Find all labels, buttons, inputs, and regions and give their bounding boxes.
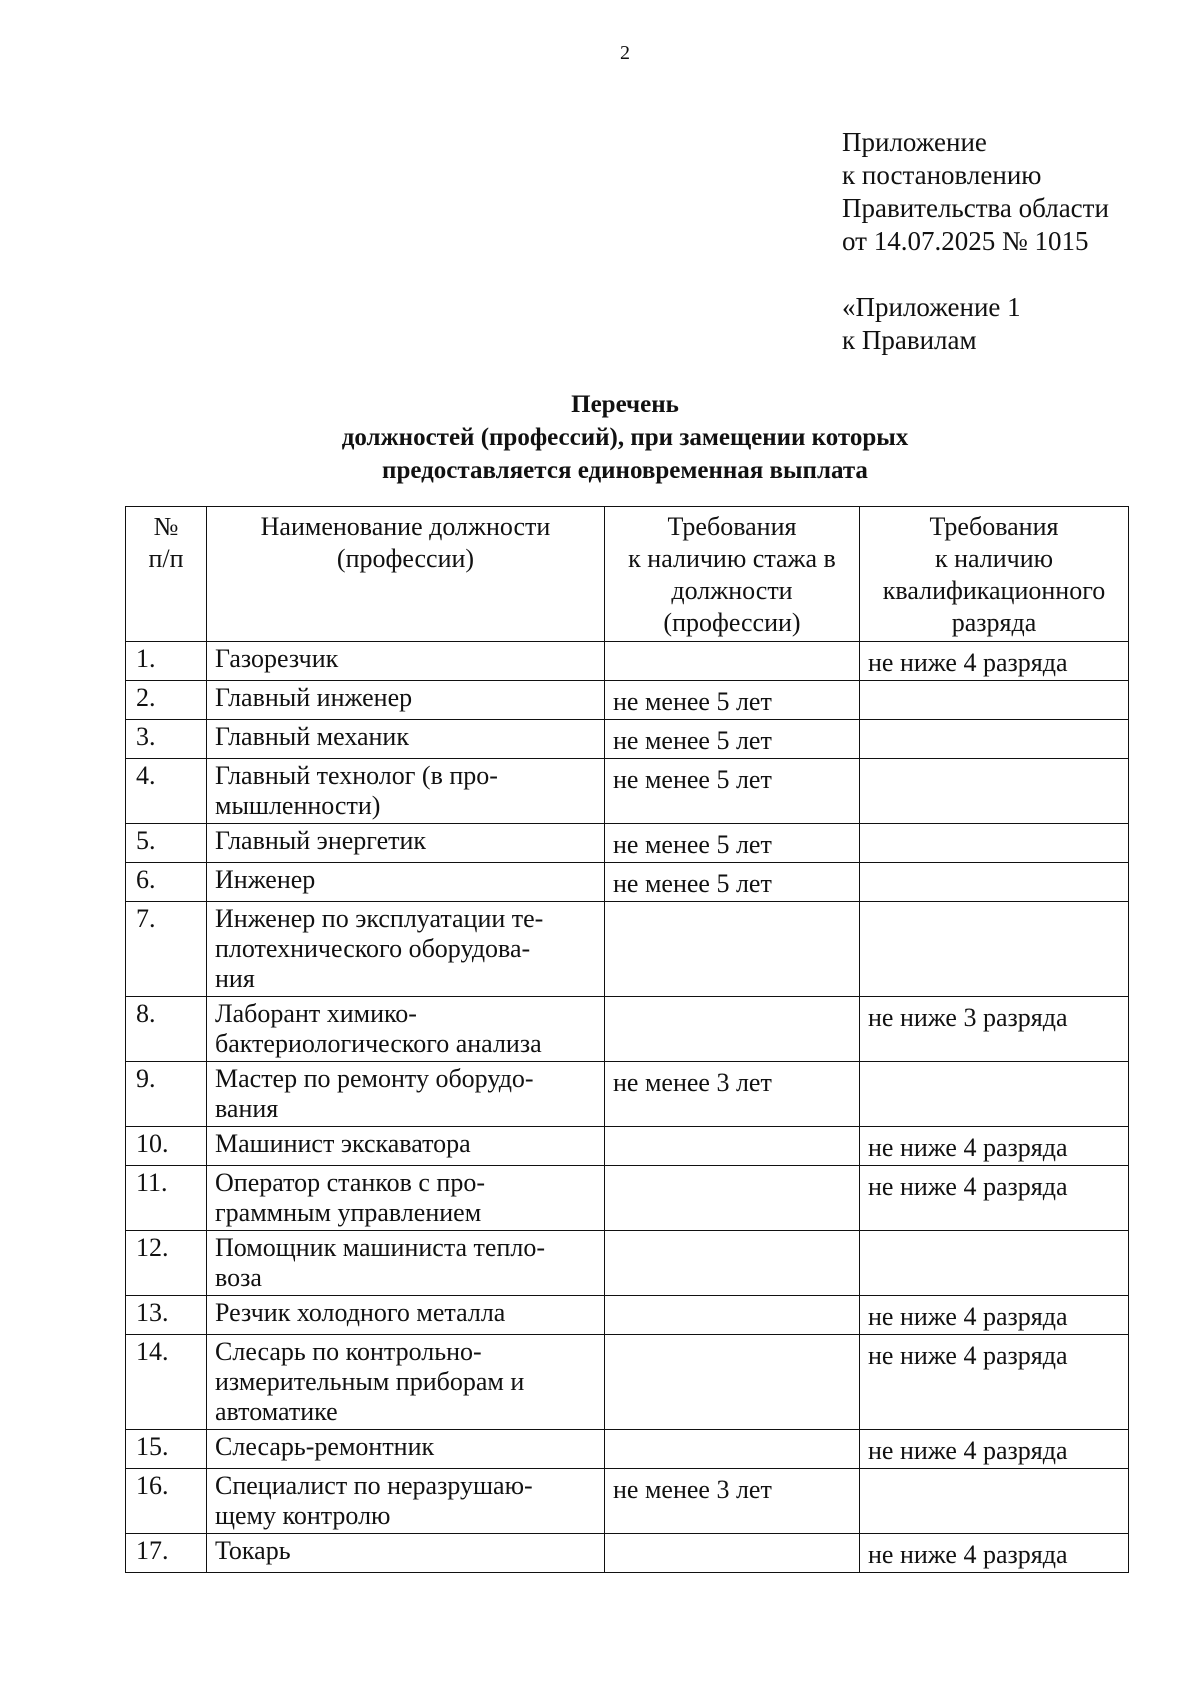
cell-text: 16. xyxy=(136,1471,169,1500)
profession-name-cell xyxy=(207,720,605,759)
row-number-cell xyxy=(126,1231,207,1296)
profession-name-cell xyxy=(207,1430,605,1469)
cell-text: 12. xyxy=(136,1233,169,1262)
profession-name-cell xyxy=(207,824,605,863)
experience-requirement-cell xyxy=(605,1231,860,1296)
table-row xyxy=(126,1062,1129,1127)
cell-text: не ниже 4 разряда xyxy=(868,1341,1068,1370)
profession-name-cell xyxy=(207,1127,605,1166)
table-row xyxy=(126,1335,1129,1430)
appendix-sub-line: к Правилам xyxy=(842,325,977,355)
header-text: Требования xyxy=(667,512,797,541)
table-row xyxy=(126,1430,1129,1469)
experience-requirement-cell xyxy=(605,1534,860,1573)
cell-text: 3. xyxy=(136,722,156,751)
header-text: квалификационного xyxy=(882,576,1106,605)
cell-text: Оператор станков с про- xyxy=(215,1168,485,1197)
cell-text: Инженер xyxy=(215,865,316,894)
header-number xyxy=(126,507,207,642)
cell-text: не ниже 4 разряда xyxy=(868,1133,1068,1162)
qualification-requirement-cell xyxy=(860,720,1129,759)
cell-text: не ниже 4 разряда xyxy=(868,1172,1068,1201)
appendix-line: Правительства области xyxy=(842,193,1109,223)
profession-name-cell xyxy=(207,1335,605,1430)
experience-requirement-cell xyxy=(605,1430,860,1469)
experience-requirement-cell xyxy=(605,824,860,863)
experience-requirement-cell xyxy=(605,720,860,759)
table-row xyxy=(126,759,1129,824)
header-text: п/п xyxy=(148,544,184,573)
cell-text: 11. xyxy=(136,1168,168,1197)
qualification-requirement-cell xyxy=(860,1296,1129,1335)
cell-text: 5. xyxy=(136,826,156,855)
qualification-requirement-cell xyxy=(860,681,1129,720)
cell-text: 4. xyxy=(136,761,156,790)
cell-text: Слесарь-ремонтник xyxy=(215,1432,435,1461)
cell-text: не менее 5 лет xyxy=(613,765,772,794)
cell-text: 10. xyxy=(136,1129,169,1158)
profession-name-cell xyxy=(207,902,605,997)
profession-name-cell xyxy=(207,1469,605,1534)
cell-text: не ниже 4 разряда xyxy=(868,1302,1068,1331)
table-row xyxy=(126,1231,1129,1296)
cell-text: Резчик холодного металла xyxy=(215,1298,506,1327)
cell-text: не менее 5 лет xyxy=(613,687,772,716)
cell-text: не ниже 4 разряда xyxy=(868,1540,1068,1569)
experience-requirement-cell xyxy=(605,1335,860,1430)
cell-text: не менее 5 лет xyxy=(613,830,772,859)
cell-text: вания xyxy=(215,1094,279,1123)
qualification-requirement-cell xyxy=(860,1166,1129,1231)
cell-text: не менее 5 лет xyxy=(613,869,772,898)
header-qualification xyxy=(860,507,1129,642)
cell-text: Главный технолог (в про- xyxy=(215,761,498,790)
table-row xyxy=(126,1127,1129,1166)
professions-table xyxy=(125,506,1129,1573)
table-row xyxy=(126,863,1129,902)
row-number-cell xyxy=(126,1166,207,1231)
cell-text: 17. xyxy=(136,1536,169,1565)
row-number-cell xyxy=(126,642,207,681)
cell-text: Главный механик xyxy=(215,722,409,751)
cell-text: Мастер по ремонту оборудо- xyxy=(215,1064,534,1093)
header-name xyxy=(207,507,605,642)
qualification-requirement-cell xyxy=(860,824,1129,863)
header-text: № xyxy=(153,512,179,541)
cell-text: Машинист экскаватора xyxy=(215,1129,471,1158)
cell-text: 1. xyxy=(136,644,156,673)
experience-requirement-cell xyxy=(605,1062,860,1127)
table-row xyxy=(126,1166,1129,1231)
cell-text: 8. xyxy=(136,999,156,1028)
profession-name-cell xyxy=(207,642,605,681)
qualification-requirement-cell xyxy=(860,1335,1129,1430)
cell-text: Токарь xyxy=(215,1536,291,1565)
cell-text: 13. xyxy=(136,1298,169,1327)
profession-name-cell xyxy=(207,1062,605,1127)
qualification-requirement-cell xyxy=(860,1127,1129,1166)
appendix-line: к постановлению xyxy=(842,160,1042,190)
cell-text: 7. xyxy=(136,904,156,933)
qualification-requirement-cell xyxy=(860,759,1129,824)
cell-text: Специалист по неразрушаю- xyxy=(215,1471,533,1500)
profession-name-cell xyxy=(207,863,605,902)
header-text: к наличию xyxy=(934,544,1054,573)
appendix-gap xyxy=(842,258,1109,291)
cell-text: Газорезчик xyxy=(215,644,339,673)
cell-text: Главный инженер xyxy=(215,683,413,712)
profession-name-cell xyxy=(207,1296,605,1335)
cell-text: плотехнического оборудова- xyxy=(215,934,531,963)
qualification-requirement-cell xyxy=(860,997,1129,1062)
cell-text: не ниже 3 разряда xyxy=(868,1003,1068,1032)
header-text: Требования xyxy=(929,512,1059,541)
experience-requirement-cell xyxy=(605,1127,860,1166)
header-text: должности xyxy=(671,576,793,605)
cell-text: 15. xyxy=(136,1432,169,1461)
profession-name-cell xyxy=(207,1166,605,1231)
cell-text: Помощник машиниста тепло- xyxy=(215,1233,546,1262)
cell-text: не ниже 4 разряда xyxy=(868,1436,1068,1465)
header-text: (профессии) xyxy=(663,608,801,637)
profession-name-cell xyxy=(207,1534,605,1573)
table-row xyxy=(126,902,1129,997)
row-number-cell xyxy=(126,1430,207,1469)
row-number-cell xyxy=(126,824,207,863)
appendix-header xyxy=(842,126,1109,357)
table-row xyxy=(126,642,1129,681)
qualification-requirement-cell xyxy=(860,863,1129,902)
row-number-cell xyxy=(126,1469,207,1534)
cell-text: граммным управлением xyxy=(215,1198,482,1227)
table-row xyxy=(126,997,1129,1062)
cell-text: Слесарь по контрольно- xyxy=(215,1337,482,1366)
table-row xyxy=(126,1296,1129,1335)
table-row xyxy=(126,681,1129,720)
cell-text: щему контролю xyxy=(215,1501,391,1530)
cell-text: 2. xyxy=(136,683,156,712)
experience-requirement-cell xyxy=(605,1469,860,1534)
row-number-cell xyxy=(126,1296,207,1335)
experience-requirement-cell xyxy=(605,863,860,902)
profession-name-cell xyxy=(207,681,605,720)
header-text: к наличию стажа в xyxy=(628,544,836,573)
qualification-requirement-cell xyxy=(860,1469,1129,1534)
cell-text: воза xyxy=(215,1263,262,1292)
cell-text: 6. xyxy=(136,865,156,894)
profession-name-cell xyxy=(207,1231,605,1296)
cell-text: Лаборант химико- xyxy=(215,999,417,1028)
row-number-cell xyxy=(126,1127,207,1166)
qualification-requirement-cell xyxy=(860,1430,1129,1469)
cell-text: не менее 5 лет xyxy=(613,726,772,755)
title-line: Перечень xyxy=(571,391,679,418)
experience-requirement-cell xyxy=(605,997,860,1062)
profession-name-cell xyxy=(207,759,605,824)
title-line: должностей (профессий), при замещении которых xyxy=(341,424,909,451)
table-row xyxy=(126,1534,1129,1573)
cell-text: не ниже 4 разряда xyxy=(868,648,1068,677)
document-title xyxy=(125,388,1125,487)
experience-requirement-cell xyxy=(605,1166,860,1231)
appendix-line: Приложение xyxy=(842,127,987,157)
cell-text: мышленности) xyxy=(215,791,381,820)
header-text: (профессии) xyxy=(336,544,475,573)
experience-requirement-cell xyxy=(605,759,860,824)
table-row xyxy=(126,720,1129,759)
row-number-cell xyxy=(126,1335,207,1430)
appendix-line: от 14.07.2025 № 1015 xyxy=(842,226,1089,256)
row-number-cell xyxy=(126,759,207,824)
cell-text: автоматике xyxy=(215,1397,338,1426)
page-number: 2 xyxy=(620,42,630,64)
table-row xyxy=(126,1469,1129,1534)
cell-text: ния xyxy=(215,964,255,993)
row-number-cell xyxy=(126,997,207,1062)
qualification-requirement-cell xyxy=(860,642,1129,681)
cell-text: Главный энергетик xyxy=(215,826,427,855)
header-text: Наименование должности xyxy=(260,512,551,541)
qualification-requirement-cell xyxy=(860,1534,1129,1573)
experience-requirement-cell xyxy=(605,642,860,681)
title-line: предоставляется единовременная выплата xyxy=(382,457,868,484)
cell-text: бактериологического анализа xyxy=(215,1029,542,1058)
cell-text: не менее 3 лет xyxy=(613,1068,772,1097)
row-number-cell xyxy=(126,1062,207,1127)
table-row xyxy=(126,824,1129,863)
profession-name-cell xyxy=(207,997,605,1062)
cell-text: 9. xyxy=(136,1064,156,1093)
appendix-sub-line: «Приложение 1 xyxy=(842,292,1021,322)
qualification-requirement-cell xyxy=(860,1231,1129,1296)
row-number-cell xyxy=(126,1534,207,1573)
experience-requirement-cell xyxy=(605,1296,860,1335)
row-number-cell xyxy=(126,720,207,759)
cell-text: измерительным приборам и xyxy=(215,1367,525,1396)
cell-text: Инженер по эксплуатации те- xyxy=(215,904,544,933)
qualification-requirement-cell xyxy=(860,1062,1129,1127)
cell-text: 14. xyxy=(136,1337,169,1366)
table-header-row xyxy=(126,507,1129,642)
experience-requirement-cell xyxy=(605,902,860,997)
row-number-cell xyxy=(126,681,207,720)
header-text: разряда xyxy=(951,608,1037,637)
row-number-cell xyxy=(126,902,207,997)
cell-text: не менее 3 лет xyxy=(613,1475,772,1504)
row-number-cell xyxy=(126,863,207,902)
qualification-requirement-cell xyxy=(860,902,1129,997)
header-experience xyxy=(605,507,860,642)
experience-requirement-cell xyxy=(605,681,860,720)
